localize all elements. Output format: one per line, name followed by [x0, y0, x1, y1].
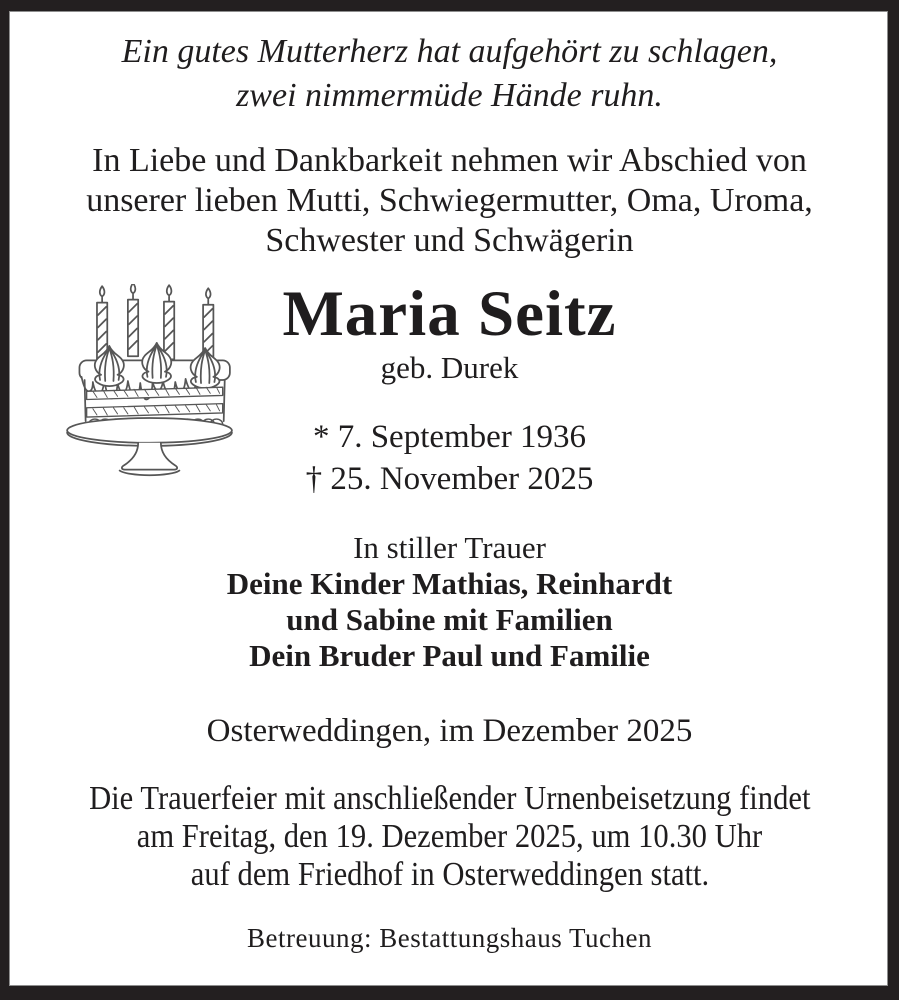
- mourners-line-1: Deine Kinder Mathias, Reinhardt: [226, 566, 673, 601]
- intro-line-2: unserer lieben Mutti, Schwiegermutter, Oma, Uroma,: [86, 182, 813, 219]
- funeral-line-2: am Freitag, den 19. Dezember 2025, um 10.30 Uhr: [136, 818, 763, 855]
- mourners-heading: In stiller Trauer: [353, 530, 546, 565]
- epigraph-line-2: zwei nimmermüde Hände ruhn.: [236, 77, 663, 114]
- epigraph-line-1: Ein gutes Mutterherz hat aufgehört zu schlagen,: [121, 33, 778, 70]
- funeral-info: [0, 780, 899, 894]
- mourners-names: [0, 566, 899, 674]
- cake-layer-bands: [87, 387, 223, 417]
- funeral-line-1: Die Trauerfeier mit anschließender Urnenbeisetzung findet: [88, 780, 811, 817]
- intro-line-1: In Liebe und Dankbarkeit nehmen wir Abschied von: [92, 142, 807, 179]
- life-dates: [0, 416, 899, 500]
- birth-date: * 7. September 1936: [312, 419, 587, 455]
- death-date: † 25. November 2025: [305, 461, 594, 497]
- intro-text: [0, 141, 899, 261]
- mourners-line-3: Dein Bruder Paul und Familie: [249, 638, 650, 673]
- deceased-name: Maria Seitz: [282, 278, 617, 350]
- maiden-name: geb. Durek: [380, 350, 519, 385]
- epigraph: [0, 30, 899, 118]
- funeral-line-3: auf dem Friedhof in Osterweddingen statt.: [190, 856, 709, 893]
- intro-line-3: Schwester und Schwägerin: [265, 222, 634, 259]
- place-date-line: Osterweddingen, im Dezember 2025: [206, 713, 693, 749]
- mourners-line-2: und Sabine mit Familien: [286, 602, 613, 637]
- care-provider-line: Betreuung: Bestattungshaus Tuchen: [247, 923, 652, 953]
